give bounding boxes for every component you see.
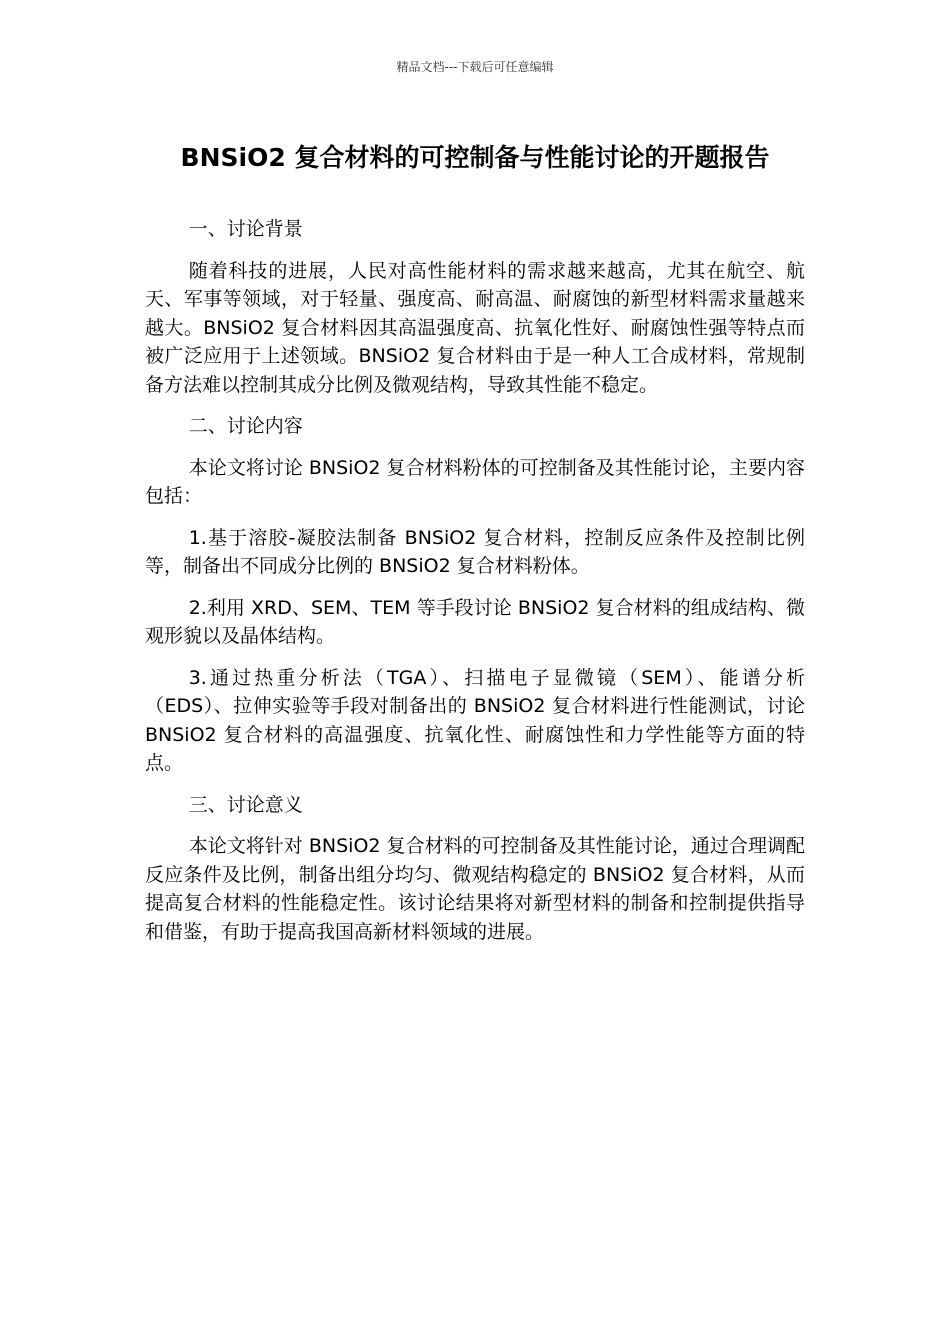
section-background [145, 215, 805, 399]
section-heading: 一、讨论背景 [188, 218, 303, 240]
paragraph: 本论文将讨论 BNSiO2 复合材料粉体的可控制备及其性能讨论，主要内容包括： [145, 456, 805, 507]
list-item: 1.基于溶胶-凝胶法制备 BNSiO2 复合材料，控制反应条件及控制比例等，制备出不同成分比例的 BNSiO2 复合材料粉体。 [145, 526, 805, 577]
section-content [145, 412, 805, 778]
list-item: 3.通过热重分析法（TGA）、扫描电子显微镜（SEM）、能谱分析（EDS）、拉伸实验等手段对制备出的 BNSiO2 复合材料进行性能测试，讨论 BNSiO2 复合材料的高温强度、抗氧化性、耐腐蚀性和力学性能等方面的特点。 [145, 666, 805, 774]
document-body [145, 215, 805, 959]
document-title: BNSiO2 复合材料的可控制备与性能讨论的开题报告 [180, 143, 770, 172]
header-note: 精品文档---下载后可任意编辑 [396, 60, 554, 74]
paragraph: 随着科技的进展，人民对高性能材料的需求越来越高，尤其在航空、航天、军事等领域，对于轻量、强度高、耐高温、耐腐蚀的新型材料需求量越来越大。BNSiO2 复合材料因其高温强度高、抗氧化性好、耐腐蚀性强等特点而被广泛应用于上述领域。BNSiO2 复合材料由于是一种人工合成材料，常规制备方法难以控制其成分比例及微观结构，导致其性能不稳定。 [145, 259, 805, 396]
section-heading: 三、讨论意义 [188, 793, 303, 816]
paragraph: 本论文将针对 BNSiO2 复合材料的可控制备及其性能讨论，通过合理调配反应条件及比例，制备出组分均匀、微观结构稳定的 BNSiO2 复合材料，从而提高复合材料的性能稳定性。该讨论结果将对新型材料的制备和控制提供指导和借鉴，有助于提高我国高新材料领域的进展。 [145, 835, 805, 943]
list-item: 2.利用 XRD、SEM、TEM 等手段讨论 BNSiO2 复合材料的组成结构、微观形貌以及晶体结构。 [145, 596, 805, 647]
section-significance [145, 791, 805, 947]
section-heading: 二、讨论内容 [188, 415, 303, 437]
